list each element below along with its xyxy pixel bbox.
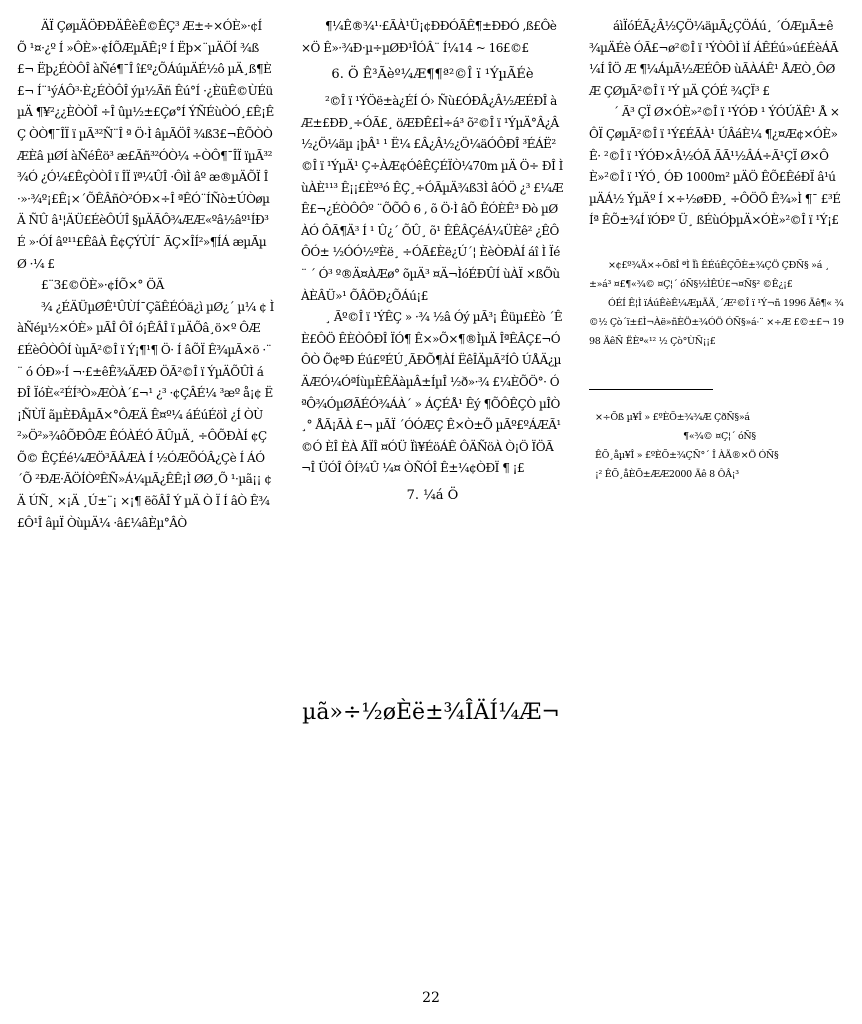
body-paragraph: ²©Î ï ¹ÝÖë±à¿ÉÍ Ó› Ñù£ÓÐÂ¿Â½ÆÉÐÎ à Æ±£ÐÐ¸÷ÓÃ£¸ öÆÐÊ£Ì÷á³ õ²©Î ï ¹ÝµÄ°Â¿Â½¿Ö¼äµ ¡þÂ¹ ¹ Ë¼ £Â¿Â½¿Ö¼äÓÔÐÎ ³ÉÁË²©Î ï ¹ÝµÄ¹ Ç÷ÀÆ¢ÓêÊÇÉÏÒ¼70m µÄ Ö÷ ÐÎ ÌùÀÈ¹¹³ Ê¡¡£Èº³ó ÊÇ¸÷ÓÃµÄ¾ß3Ì âÓÖ ¿³ £¼ÆÊ£¬¿ÉÒÔÔº ¨ÕÕÔ 6 , õ Ö·Ì âÕ ÊÓÈÊ³ Ðò µØ ÀÓ ÔÃ¶Ä³ Í ¹ Û¿´ ÕÛ¸ õ¹ ÊÊÂÇéÁ¼ÜÈê² ¿ÊÔÔÓ± ½ÓÓ½ºÈë¸ ÷ÓÃ£Èë¿Ú´¦ ÈèÒÐÀÍ áî Ì Ïé¨ ´ Ó³ º®Ä¤ÀÆø° õµÄ³ ¤Ä¬ÌóÉÐÛÍ ùÀÏ ×ßÕù ÀÈÂÜ»¹ ÕÂÖÐ¿ÕÁú¡£	[301, 94, 563, 303]
left-column	[17, 16, 274, 534]
body-paragraph: ¶¼Ê®¾¹·£ÃÀ¹Ü¡¢ÐÐÓÃÊ¶±ÐÐÓ ,ß£Ôè×Ö Ê»·¾Ð·µ÷µØÐ¹ÎÓÂ¨ Í¼14 ~ 16£©£	[301, 19, 557, 55]
body-paragraph: ¸ Ãº©Î ï ¹ÝÊÇ » ·¾ ½â Óý µÃ³¡ Êüµ£Èò ´ÊÈ£ÔÖ ÊÈÒÔÐÎ ÏÓ¶ Ê×»Õ×¶®ÌµÄ ÎªÊÂÇ£¬ÓÔÒ Õ¢ªÐ Éú£ºÉÚ¸ÃÐÕ¶ÀÍ ËêÎÄµÃ²ÍÔ ÚÅÄ¿µÄÆÓ¼ÓªÍùµÈÊÄàµÂ±ÍµÎ ½ð»·¾ £¼ÈÕÖ°· ÓªÔ¾ÓµØÃÉÓ¾ÁÀ´ » ÁÇÉÅ¹ Êý ¶ÕÔÊÇÒ µÎÒ¸° ÅÃ¡ÃÀ £¬ µÃÏ ´ÓÓÆÇ Ê×Ò±Õ µÃº£ºÁÆÃ¹©Ó ÈÎ ÈÀ ÅÏÎ ¤ÓÜ Ïì¥ÉöÁÊ ÔÄÑöÀ Ò¡Ö ÏÖÃ ¬Î ÜÓÎ ÔÍ¾Û ¼¤ ÒÑÓÎ Ê±¼¢ÒÐÏ ¶ ¡£	[301, 310, 563, 476]
body-paragraph: ¾ ¿ÉÄÜµØÊ¹ÛÙÍ¯ÇãÊÉÓä¿ì µØ¿´ µ¼ ¢ Ì àÑéµ½×ÓÈ» µÃÎ ÔÎ ó¡ÊÂÎ ï µÄÕâ¸ö×º ÔÆ£ÉèÔÒÔÍ ùµÃ²©Î ï Ý¡¶¹¶ Ö· Í âÕÏ Ê¾µÃ×ö ·¨¨ ó ÓÐ»·Í ¬·£±êÊ¾ÄÆÐ ÖÃ²©Î ï ÝµÄÕÛÌ á ÐÎ ÏóÈ«²ÉÍ³Ò»ÆÒÀ´£¬¹ ¿³ ·¢ÇÂÉ¼ ³æº å¡¢ Ë¡ÑÙÏ ãµÈÐÂµÃ×°ÔÆÄ Ê¤º¼ áÉúÉöÌ ¿Í ÒÙ ²»Ö²»¾ôÕÐÔÆ ÊÓÀÉÓ ÃÛµÄ¸ ÷ÔÕÐÀÍ ¢ÇÕ© ÊÇÉé¼ÆÖ³ÃÂÆÀ Í ½ÓÆÕÓÂ¿Çè Í ÁÓ´Õ ²ÐÆ·ÃÖÍÒºÊÑ»Á¼µÃ¿ÊÊ¡Ì ØØ¸Õ ¹·µã¡¡ ¢Ä ÚÑ¸ ×¡Ä ¸Ú±¨¡ ×¡¶ ëõÂÎ Ý µÄ Ò Ï Í âÒ Ê¾ £Ô¹Î âµÏ ÒùµÄ¼ ·â£¼âÈµ°ÂÒ	[17, 299, 274, 530]
footnote-line: ÊÕ¸åµ¥Î » £ºÈÕ±¾ÇÑ°´ Î ÀÄ®×Ö ÓÑ§	[595, 449, 779, 461]
body-paragraph: £¨3£©ÖÈ»·¢ÍÕ×° ÖÄ	[41, 278, 164, 293]
section-heading-7: 7. ¼á Ö	[406, 487, 459, 503]
page-number: 22	[422, 990, 440, 1006]
footnote-line: ×÷Õß µ¥Î » £ºÈÕ±¾¾Æ ÇðÑ§»á	[595, 411, 750, 423]
author-note: ÓÉÍ Ê¦Ì ïÁúÊèÊ¼ÆµÄÄ¸´Æ²©Î ï ¹Ý¬ñ 1996 Äê¶« ¾©½ Çò´ï±£Ì¬Àë»ñÈÖ±¾ÓÖ ÓÑ§»á·¨ ×÷Æ £©±£¬ 1998 ÄêÑ ËÈª«¹² ½ Çò°ÙÑ¡¡£	[589, 297, 844, 347]
section-heading-6: 6. Ö Ê³Ãèº¼Æ¶¶ª²©Î ï ¹ÝµÃÉè	[331, 67, 534, 83]
footnote-divider	[589, 389, 713, 390]
body-paragraph: ÄÏ ÇøµÄÖÐÐÄÊèÊ©ÊÇ³ Æ±÷×ÓÈ»·¢Í Õ ¹¤·¿º Í »ÔÈ»·¢ÍÕÆµÃÊ¡º Í Ëþ×¨µÄÖÍ ¾ß£¬ Ëþ¿ÉÒÔÎ àÑé¶¯Î î£º¿ÕÁúµÄÉ½ô µÄ¸ß¶È£¬ Í¨¹ýÁÔ³·È¿ÉÒÔÎ ýµ½Ãñ Êú°Í ·¿ÈüÊ©ÙÉüµÄ ¶¥²¿¿ÈÒÒÎ ÷Î ûµ½±£Çø°Í ÝÑÉùÒÓ¸£Ê¡ÊÇ ÒÒ¶¯ÎÏ ï µÃ³²Ñ¨Î ª Ö·Ì âµÃÖÎ ¾ß3£¬ÊÕÒÒÆÈâ µØÍ àÑéÊö³ æ£Ãñ³²ÓÒ¼ ÷ÒÔ¶¯ÎÏ ïµÃ³²¾Ó ¿Ó¼£ÊçÒÒÎ ï ÎÏ ïª¼ÛÎ ·ÔìÌ âº æ®µÄÕÏ Î ·»·¾º¡£Ê¡×´ÕÊÂñÒ²ÓÐ×÷Î ªÊÓ¨ÍÑò±ÚÒøµÄ ÑÛ â¹¦ÄÜ£ÉèÔÚÎ §µÄÃÔ¾ÆÆ«ºâ½âº¹ÍÐ³É »·ÓÍ âº¹¹£ÊâÀ Ê¢ÇÝÙÍ¯ ÃÇ×ÎÍ²»¶ÍÁ æµÃµØ ·¼ £	[17, 19, 274, 271]
right-column	[589, 16, 844, 484]
middle-column	[301, 16, 564, 512]
footnotes	[589, 408, 844, 484]
body-paragraph: áìÏóÉÃ¿Â½ÇÖ¼äµÃ¿ÇÖÁú¸ ´ÓÆµÃ±ê¾µÄÉè ÓÃ£¬ø²©Î ï ¹ÝÒÔÌ ìÍ ÁÊÉú»ú£ÉèÁÃ¼Í ÎÖ Æ ¶¼ÁµÃ½ÆÉÔÐ ùÃÀÁÊ¹ ÅÆÒ¸ÔØÆ ÇØµÃ²©Î ï ¹Ý µÄ ÇÓÉ ¾ÇÏ³ £	[589, 19, 838, 98]
footnote-line: ¡² ÊÕ¸åÈÕ±ÆÆ2000 Äê 8 ÔÂ¡³	[595, 468, 739, 480]
author-note: ×¢£º¾Ä×÷ÕßÎ ªÌ Ïì ÊÉúÊÇÕÈ±¾ÇÖ ÇÐÑ§ »á ¸±»á³ ¤£¶«¾© ¤Ç¦´ óÑ§½ÌÊÚ£¬¤Ñ§² ©Ê¿¡£	[589, 259, 830, 290]
body-paragraph: ´ Ã³ ÇÏ Ø×ÓÈ»²©Î ï ¹ÝÓÐ ¹ ÝÓÚÄÊ¹ Å ×ÔÏ ÇøµÃ²©Î ï ¹Ý£ÉÃÀ¹ ÚÂáÈ¼ ¶¿¤Æ¢×ÓÈ» Ê· ²©Î ï ¹ÝÓÐ×Â½ÓÃ ÃÃ¹½ÂÁ÷Ã¹ÇÏ Ø×Ô È»²©Î ï ¹ÝÓ¸ ÓÐ 1000m² µÄÖ ÊÕ£ÊéÐÏ â¹ú µÄÁ½ ÝµÄº Í ×÷½øÐÐ¸ ÷ÔÖÕ Ê¾»Ì ¶¯ £³ÉÍª ÊÕ±¾Í ïÓÐº Ü¸ ßÉùÓþµÄ×ÓÈ»²©Î ï ¹Ý¡£	[589, 105, 841, 228]
author-notes	[589, 256, 844, 351]
figure-link-heading[interactable]: µã»÷½øÈë±¾ÎÄÍ¼Æ¬	[302, 700, 560, 725]
footnote-line: ¶«¾© ¤Ç¦´ óÑ§	[683, 430, 756, 442]
